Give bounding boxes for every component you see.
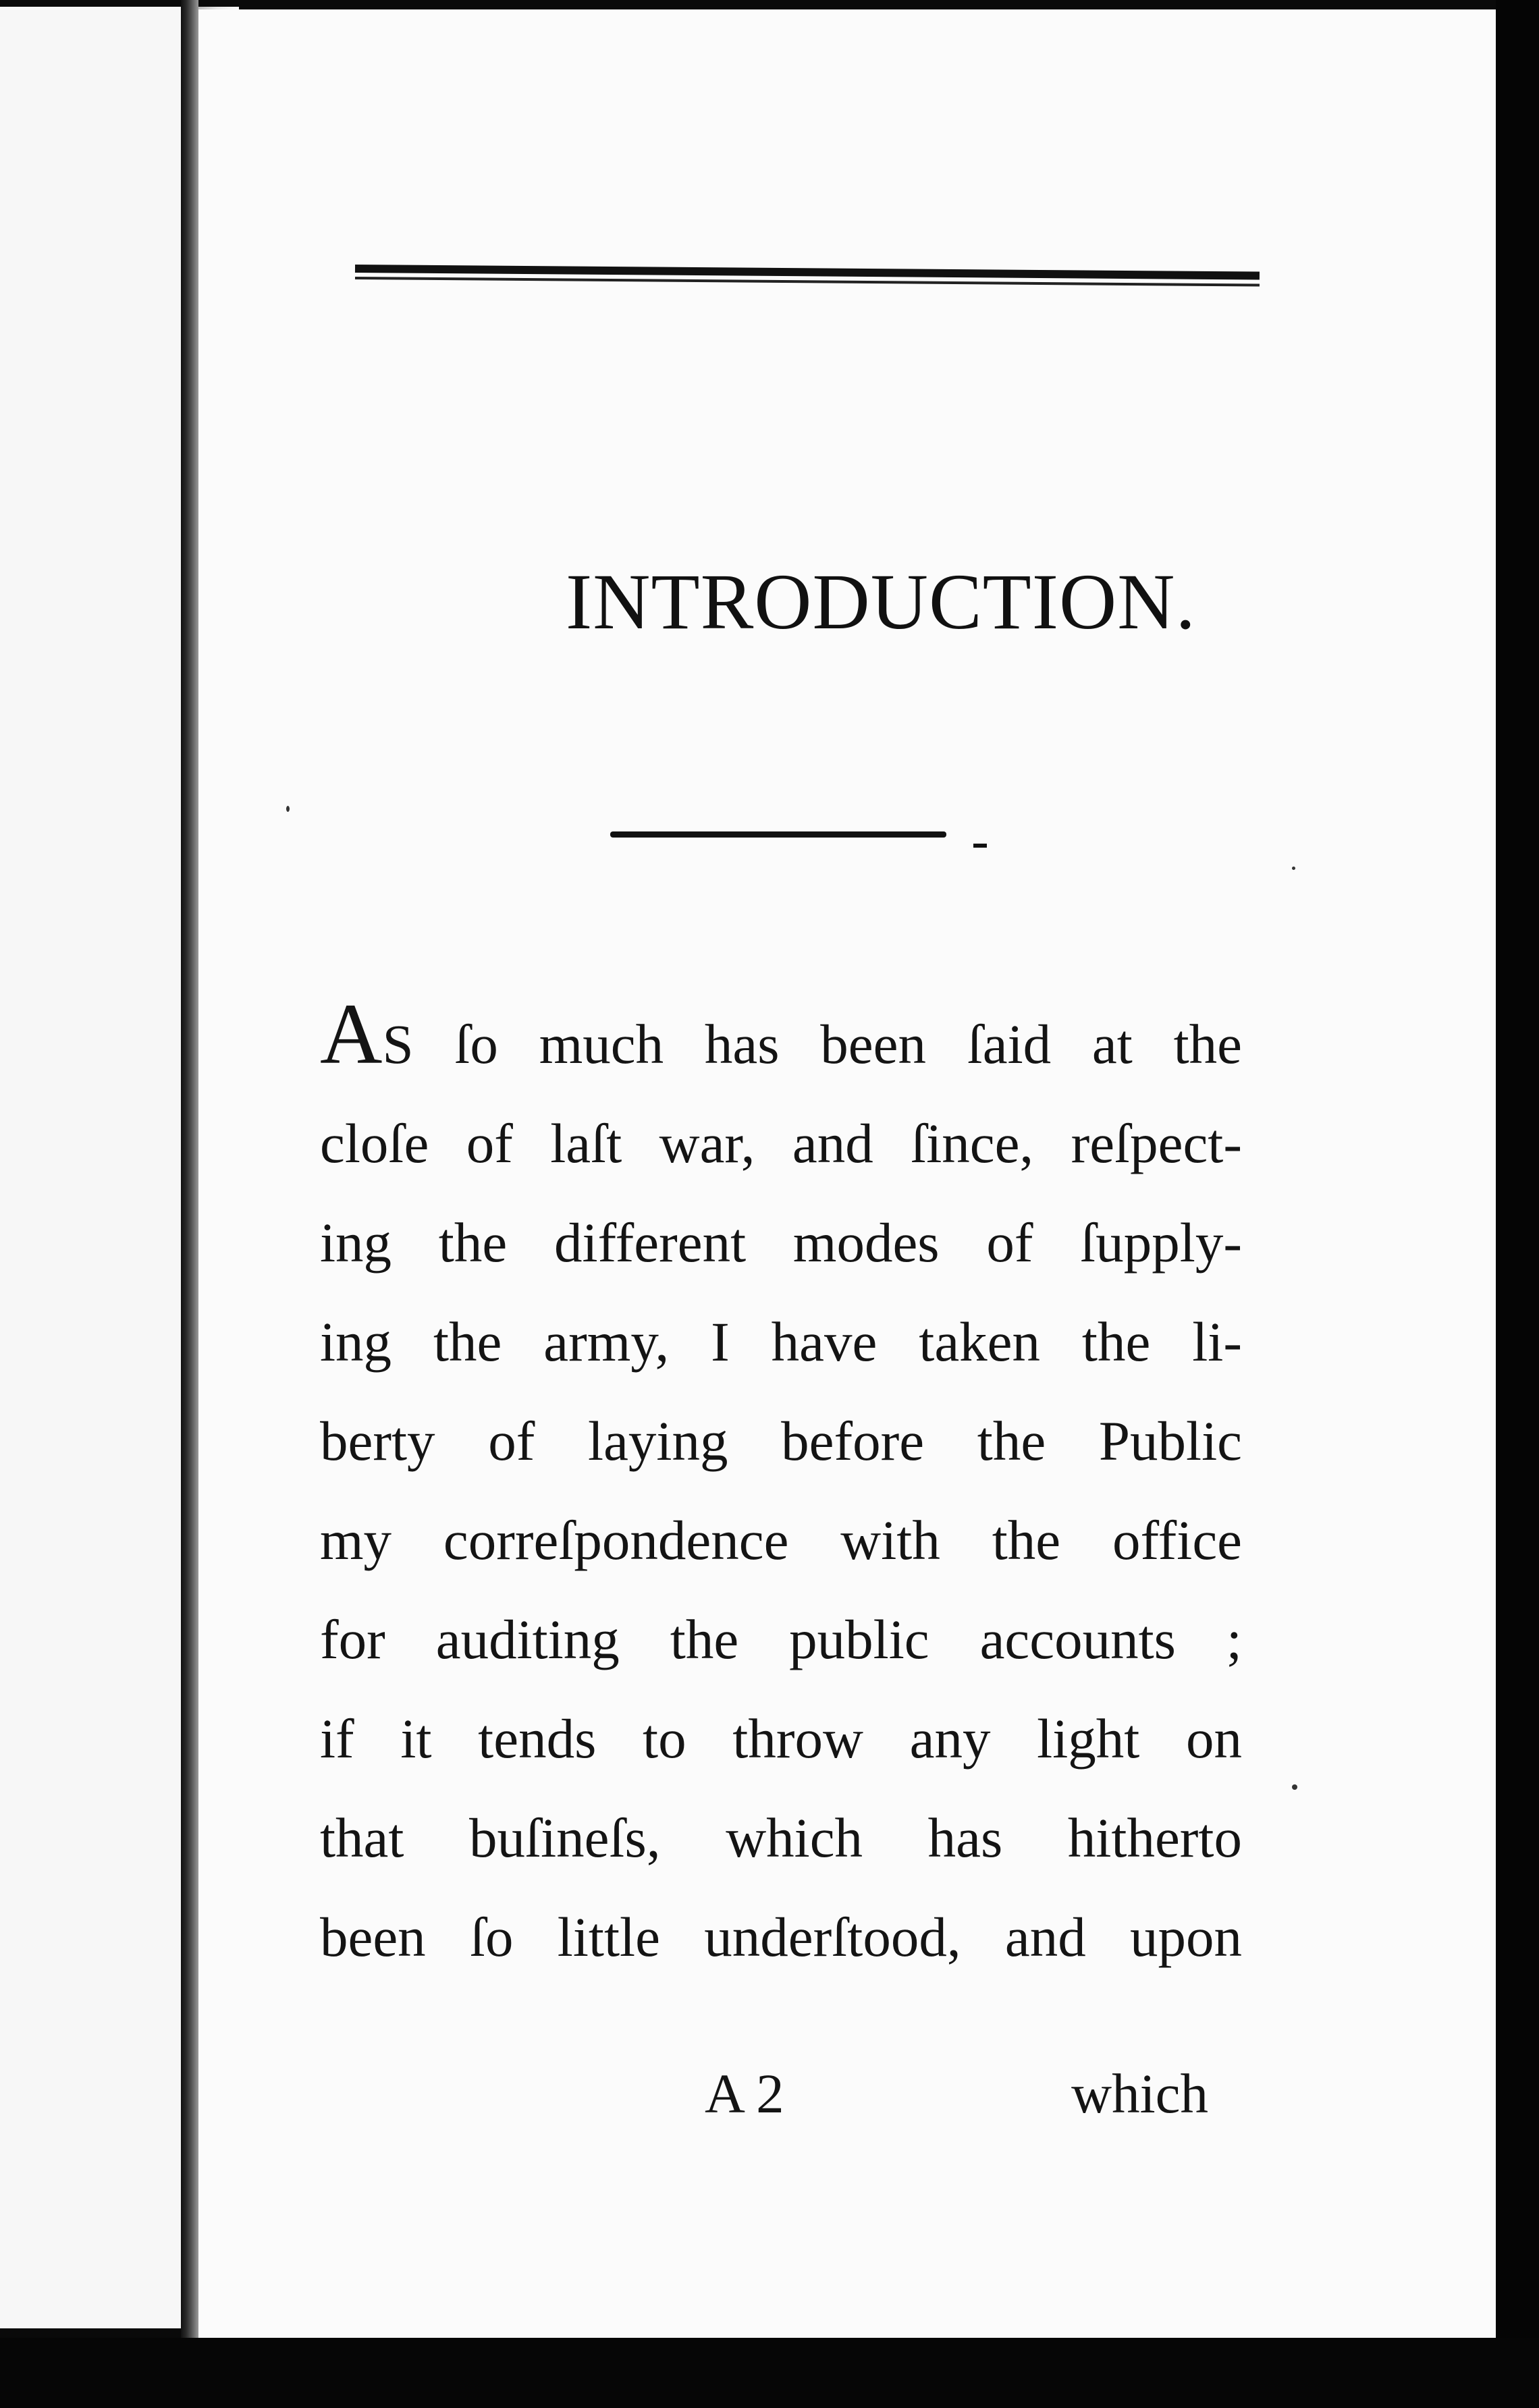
bottom-scan-border (0, 2338, 1539, 2408)
text-line-content: S ſo much has been ſaid at the (382, 1013, 1242, 1075)
text-line: ing the different modes of ſupply- (320, 1211, 1242, 1274)
signature-mark: A 2 (705, 2062, 784, 2125)
text-line (320, 986, 1242, 1094)
text-line: if it tends to throw any light on (320, 1707, 1242, 1770)
text-line: for auditing the public accounts ; (320, 1608, 1242, 1670)
text-line: cloſe of laſt war, and ſince, reſpect- (320, 1112, 1242, 1174)
body-paragraph (320, 986, 1242, 1987)
divider-tick-mark (973, 844, 987, 848)
right-scan-border (1496, 0, 1539, 2408)
text-line: my correſpondence with the office (320, 1509, 1242, 1571)
chapter-heading: INTRODUCTION. (566, 557, 1196, 646)
text-line: berty of laying before the Public (320, 1410, 1242, 1472)
text-line: that buſineſs, which has hitherto (320, 1807, 1242, 1869)
book-page (198, 9, 1496, 2338)
scan-speck (1292, 867, 1295, 870)
text-line: been ſo little underſtood, and upon (320, 1906, 1242, 1968)
scan-speck (286, 806, 290, 812)
catchword: which (1071, 2062, 1208, 2125)
text-line: ing the army, I have taken the li- (320, 1311, 1242, 1373)
left-facing-page (0, 7, 181, 2328)
heading-divider-rule (610, 831, 946, 838)
scan-speck (1292, 1784, 1297, 1790)
drop-cap: A (320, 986, 383, 1082)
book-gutter (181, 0, 198, 2408)
